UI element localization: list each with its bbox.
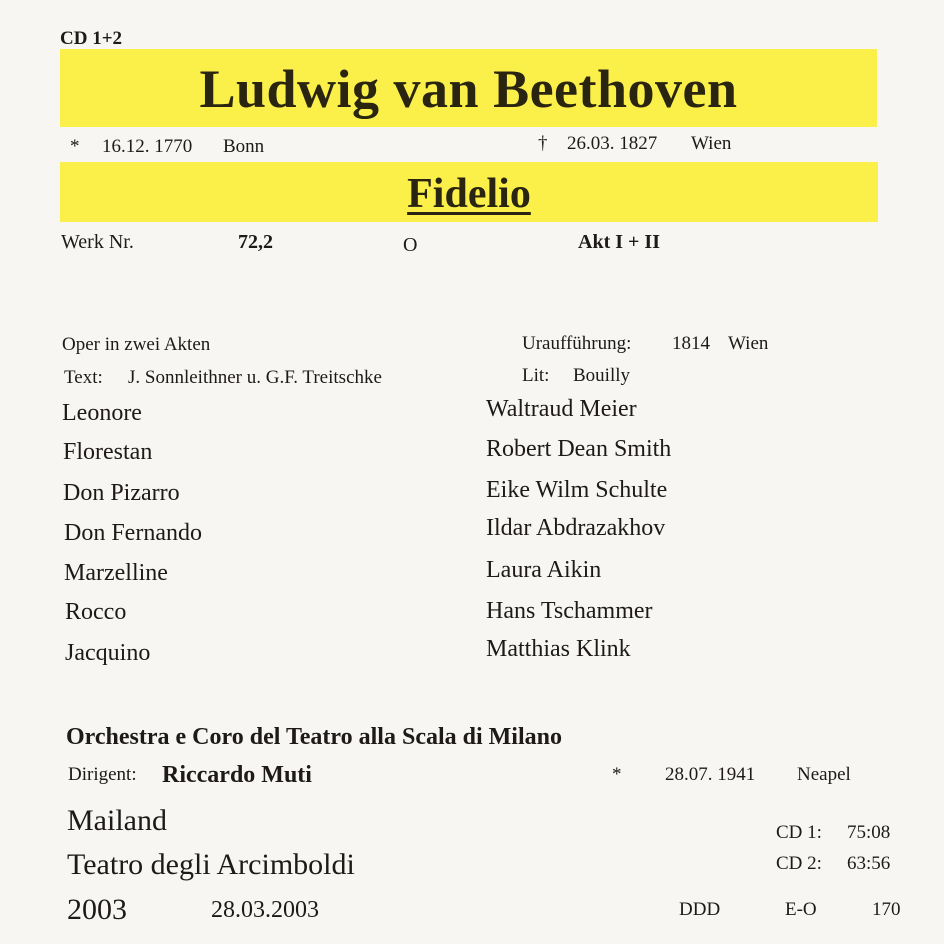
cast-role: Florestan — [63, 439, 153, 465]
city: Mailand — [67, 804, 167, 837]
cast-role: Rocco — [65, 599, 127, 625]
cast-singer: Matthias Klink — [486, 636, 631, 662]
cast-role: Marzelline — [64, 560, 168, 586]
cast-role: Don Fernando — [64, 520, 202, 546]
cast-role: Leonore — [62, 400, 142, 426]
cd2-label: CD 2: — [776, 853, 822, 874]
cast-role: Don Pizarro — [63, 480, 180, 506]
lit-value: Bouilly — [573, 365, 631, 386]
opera-title — [60, 170, 878, 218]
venue: Teatro degli Arcimboldi — [67, 848, 355, 881]
premiere-label: Uraufführung: — [522, 333, 632, 354]
death-date: 26.03. 1827 — [567, 133, 658, 154]
cast-singer: Hans Tschammer — [486, 598, 653, 624]
cast-singer: Ildar Abdrazakhov — [486, 515, 666, 541]
genre: Oper in zwei Akten — [62, 334, 211, 355]
werk-marker: O — [403, 234, 418, 256]
text-label: Text: — [64, 367, 103, 388]
cast-singer: Waltraud Meier — [486, 396, 637, 422]
cd2-time: 63:56 — [847, 853, 891, 874]
acts-label: Akt I + II — [578, 231, 660, 253]
birth-date: 16.12. 1770 — [102, 136, 193, 157]
orchestra: Orchestra e Coro del Teatro alla Scala di Milano — [66, 724, 562, 750]
catalog-code: E-O — [785, 899, 817, 920]
opera-title-text: Fidelio — [407, 171, 531, 217]
cd-label: CD 1+2 — [60, 28, 123, 49]
text-authors: J. Sonnleithner u. G.F. Treitschke — [128, 367, 382, 388]
catalog-number: 170 — [872, 899, 901, 920]
recording-type: DDD — [679, 899, 721, 920]
performance-date: 28.03.2003 — [211, 897, 319, 923]
conductor-birth-date: 28.07. 1941 — [665, 764, 756, 785]
cast-singer: Laura Aikin — [486, 557, 602, 583]
year: 2003 — [67, 893, 127, 926]
conductor-name: Riccardo Muti — [162, 762, 312, 788]
werk-number: 72,2 — [238, 231, 273, 253]
birth-symbol: * — [70, 136, 80, 157]
birth-place: Bonn — [223, 136, 265, 157]
conductor-label: Dirigent: — [68, 764, 137, 785]
premiere-place: Wien — [728, 333, 769, 354]
werk-label: Werk Nr. — [61, 231, 134, 253]
composer-name: Ludwig van Beethoven — [199, 59, 738, 119]
death-symbol: † — [538, 133, 548, 154]
cast-singer: Robert Dean Smith — [486, 436, 672, 462]
lit-label: Lit: — [522, 365, 550, 386]
premiere-year: 1814 — [672, 333, 710, 354]
conductor-birth-place: Neapel — [797, 764, 851, 785]
cd1-label: CD 1: — [776, 822, 822, 843]
cast-role: Jacquino — [65, 640, 151, 666]
cd1-time: 75:08 — [847, 822, 891, 843]
death-place: Wien — [691, 133, 732, 154]
conductor-birth-symbol: * — [612, 764, 622, 785]
cast-singer: Eike Wilm Schulte — [486, 477, 668, 503]
